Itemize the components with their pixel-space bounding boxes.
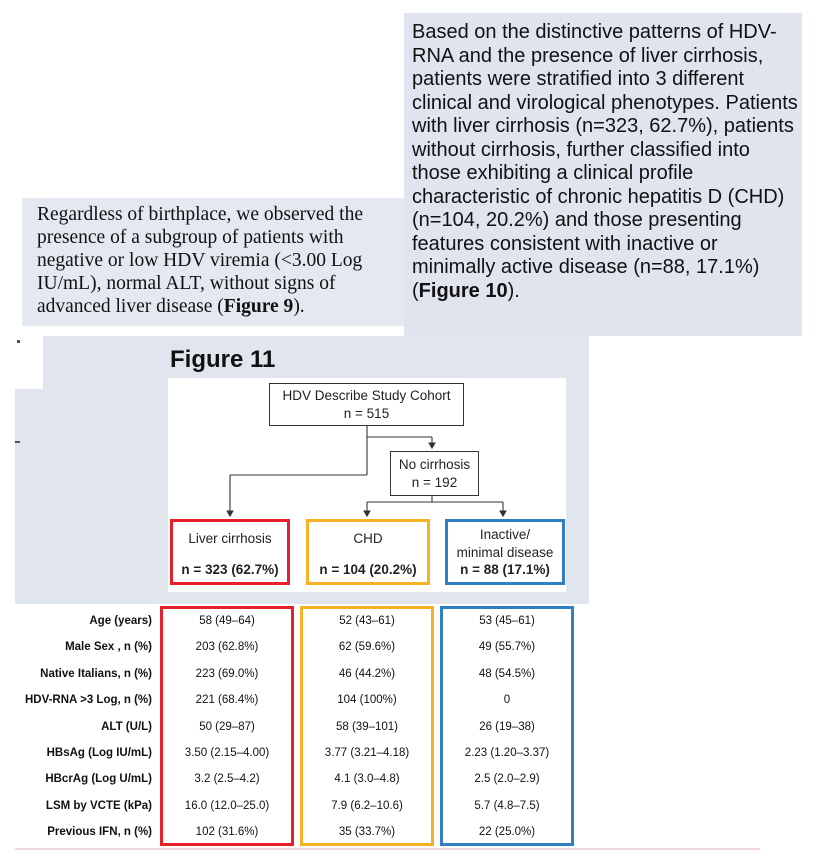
table-cell: 223 (69.0%) (195, 668, 259, 680)
chd-label: CHD (353, 531, 383, 546)
right-paragraph-end: ). (507, 279, 520, 302)
figure-9-reference: Figure 9 (223, 296, 294, 317)
table-cell: 2.23 (1.20–3.37) (464, 747, 550, 759)
liver-cirrhosis-box (170, 519, 290, 585)
table-cell: 52 (43–61) (339, 615, 395, 627)
left-paragraph (37, 203, 399, 318)
left-text-panel (22, 198, 405, 326)
table-cell: 4.1 (3.0–4.8) (334, 773, 400, 785)
table-cell: 0 (503, 694, 511, 706)
right-paragraph-text: Based on the distinctive patterns of HDV-RNA and the presence of liver cirrhosis, patients were stratified into 3 different clinical and virological phenotypes. Patients with liver cirrhosis (n=323, 62.7%), patients without cirrhosis, further classified into those exhibiting a clinical profile characteristic of chronic hepatitis D (CHD) (n=104, 20.2%) and those presenting features consistent with inactive or minimally active disease (n=88, 17.1%) ( (412, 21, 798, 302)
row-label: HDV-RNA >3 Log, n (%) (24, 694, 152, 706)
no-cirrhosis-n: n = 192 (411, 475, 458, 490)
table-cell: 3.50 (2.15–4.00) (184, 747, 270, 759)
table-cell: 2.5 (2.0–2.9) (474, 773, 540, 785)
table-cell: 58 (49–64) (199, 615, 255, 627)
table-cell: 35 (33.7%) (338, 826, 396, 838)
table-cell: 22 (25.0%) (478, 826, 536, 838)
table-cell: 50 (29–87) (199, 721, 255, 733)
table-cell: 3.2 (2.5–4.2) (194, 773, 260, 785)
inactive-label-2: minimal disease (456, 545, 554, 560)
no-cirrhosis-box (390, 451, 479, 496)
right-text-panel (404, 13, 802, 336)
edge-mark (17, 340, 20, 343)
table-cell: 48 (54.5%) (478, 668, 536, 680)
table-cell: 7.9 (6.2–10.6) (331, 800, 403, 812)
edge-mark (15, 441, 20, 443)
inactive-n: n = 88 (17.1%) (460, 562, 550, 577)
left-paragraph-text: Regardless of birthplace, we observed the presence of a subgroup of patients with negative or low HDV viremia (<3.00 Log IU/mL), normal ALT, without signs of advanced liver disease ( (37, 204, 363, 317)
table-cell: 16.0 (12.0–25.0) (184, 800, 270, 812)
table-cell: 102 (31.6%) (195, 826, 259, 838)
table-cell: 203 (62.8%) (195, 641, 259, 653)
table-cell: 46 (44.2%) (338, 668, 396, 680)
inactive-label: Inactive/ (479, 527, 531, 542)
row-label: HBsAg (Log IU/mL) (46, 747, 152, 759)
chd-box (306, 519, 430, 585)
cohort-n: n = 515 (343, 406, 390, 421)
inactive-box (445, 519, 565, 585)
table-cell: 58 (39–101) (335, 721, 399, 733)
no-cirrhosis-title: No cirrhosis (398, 457, 471, 472)
row-label: Male Sex , n (%) (65, 641, 152, 653)
figure-title: Figure 11 (170, 346, 276, 373)
row-label: Age (years) (89, 615, 152, 627)
table-cell: 104 (100%) (337, 694, 397, 706)
liver-cirrhosis-label: Liver cirrhosis (188, 531, 272, 546)
row-label: Previous IFN, n (%) (47, 826, 152, 838)
cohort-title: HDV Describe Study Cohort (282, 388, 451, 403)
bottom-rule (15, 848, 760, 850)
left-margin-block (0, 336, 43, 389)
table-cell: 3.77 (3.21–4.18) (324, 747, 410, 759)
table-cell: 26 (19–38) (479, 721, 535, 733)
figure-10-reference: Figure 10 (418, 279, 508, 302)
table-cell: 221 (68.4%) (195, 694, 259, 706)
table-cell: 62 (59.6%) (338, 641, 396, 653)
table-cell: 49 (55.7%) (478, 641, 536, 653)
row-label: LSM by VCTE (kPa) (45, 800, 152, 812)
row-label: ALT (U/L) (101, 721, 152, 733)
liver-cirrhosis-n: n = 323 (62.7%) (181, 562, 279, 577)
table-cell: 5.7 (4.8–7.5) (474, 800, 540, 812)
table-cell: 53 (45–61) (479, 615, 535, 627)
row-label: HBcrAg (Log U/mL) (45, 773, 152, 785)
left-paragraph-end: ). (293, 296, 305, 317)
chd-n: n = 104 (20.2%) (319, 562, 417, 577)
row-label: Native Italians, n (%) (40, 668, 152, 680)
cohort-box (269, 383, 464, 426)
right-paragraph (412, 21, 798, 303)
